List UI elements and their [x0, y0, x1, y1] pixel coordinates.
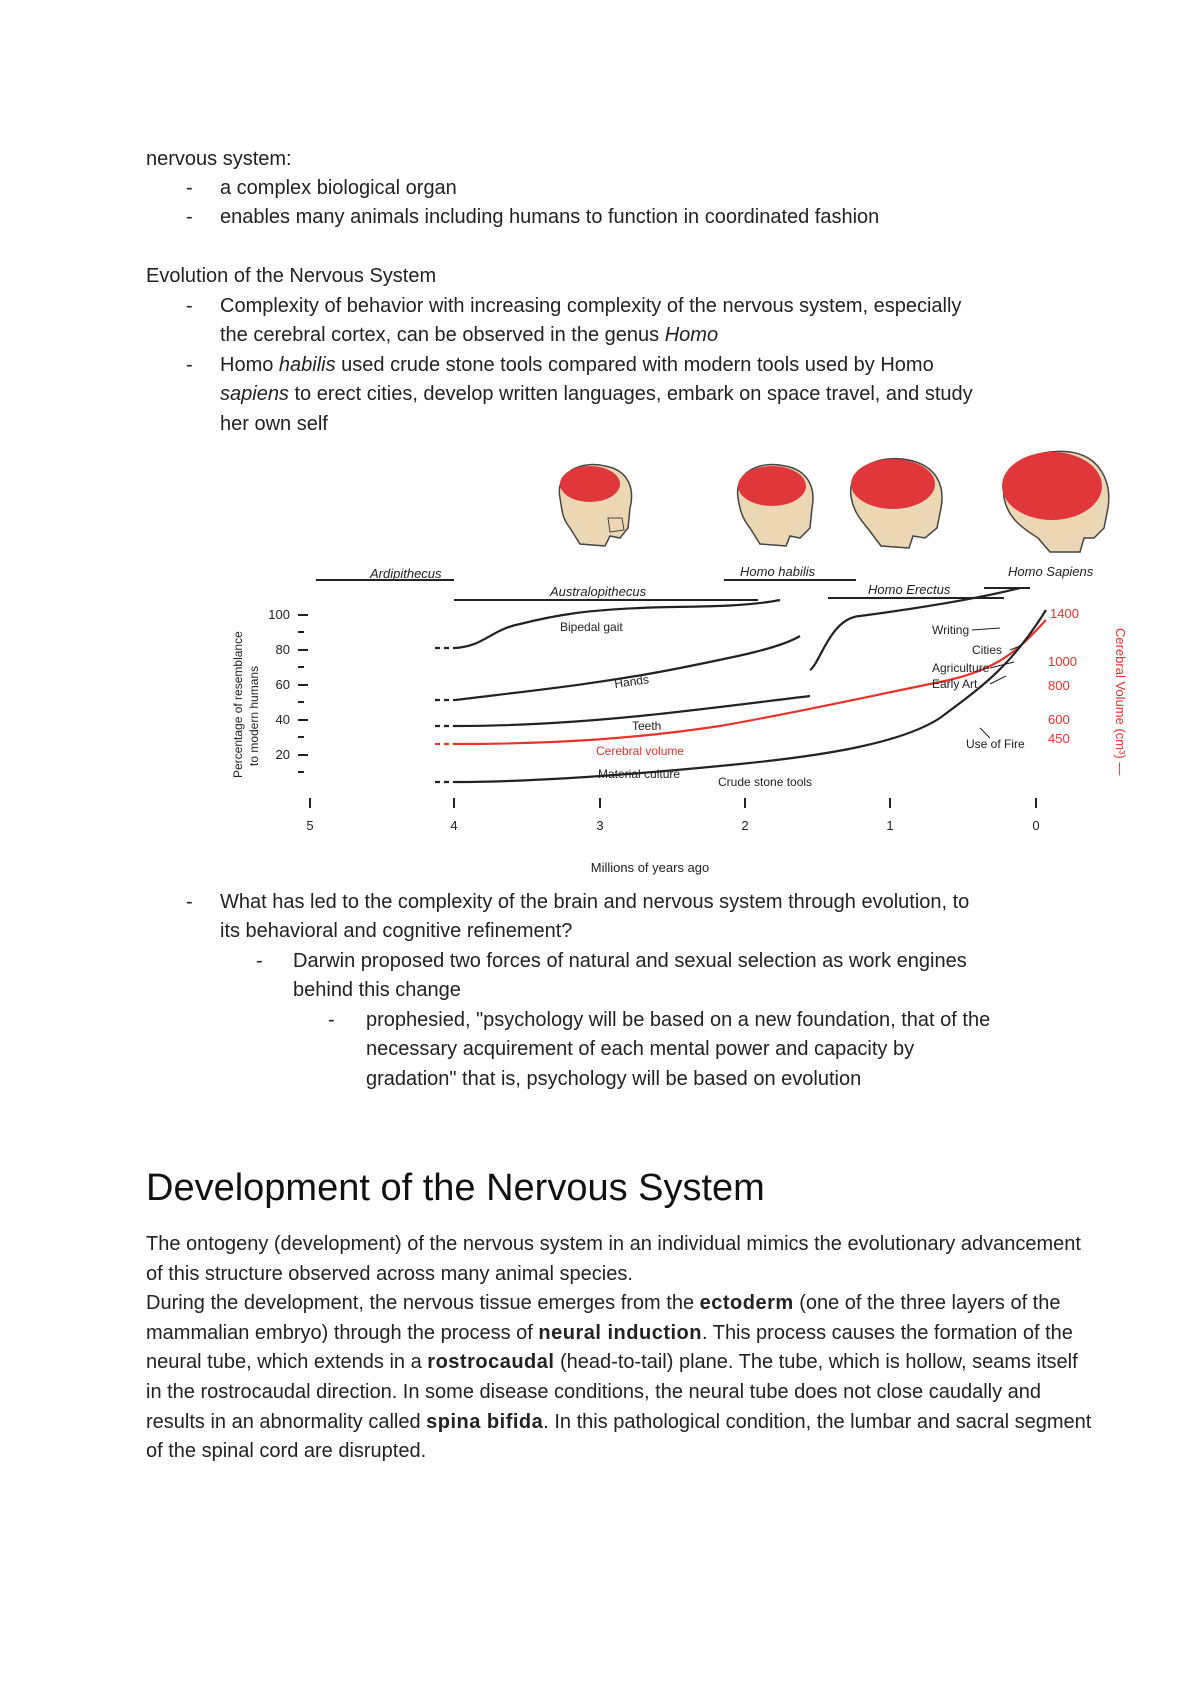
label-crude-stone-tools: Crude stone tools — [718, 775, 813, 789]
y-tick-label: 100 — [268, 607, 290, 622]
x-axis-label: Millions of years ago — [590, 860, 710, 875]
x-tick-label: 2 — [741, 818, 749, 833]
y-axis-label-1: Percentage of resemblance — [231, 631, 245, 778]
y-tick-label: 20 — [275, 747, 290, 762]
species-homo-erectus: Homo Erectus — [868, 582, 951, 597]
sub-bullet-line-1: Darwin proposed two forces of natural and sexual selection as work engines — [293, 950, 967, 972]
skull-australopithecus — [559, 465, 631, 546]
evolution-bullet-2-line-3: her own self — [220, 413, 328, 435]
species-ardipithecus: Ardipithecus — [370, 566, 442, 581]
label-writing: Writing — [932, 623, 970, 637]
right-axis-label: Cerebral Volume (cm³) — — [1113, 628, 1128, 776]
label-use-of-fire: Use of Fire — [966, 737, 1025, 751]
term-rostrocaudal: rostrocaudal — [427, 1351, 555, 1374]
intro-bullet-1: a complex biological organ — [220, 177, 457, 199]
term-neural-induction: neural induction — [538, 1321, 702, 1344]
bullet-dash: - — [186, 891, 193, 913]
right-axis — [1048, 606, 1079, 746]
bullet-dash: - — [328, 1009, 335, 1031]
y-axis-label-2: to modern humans — [247, 665, 261, 766]
subsub-bullet-line-3: gradation" that is, psychology will be based on evolution — [366, 1068, 862, 1090]
intro-heading: nervous system: — [146, 148, 292, 170]
right-tick-label: 450 — [1048, 731, 1070, 746]
x-tick-label: 1 — [886, 818, 894, 833]
label-agriculture: Agriculture — [932, 661, 990, 675]
right-tick-label: 1000 — [1048, 654, 1077, 669]
development-p1: The ontogeny (development) of the nervous system in an individual mimics the evolutionary advancement of this structure observed across many animal species. — [146, 1233, 1081, 1285]
x-axis-ticks — [310, 798, 1036, 808]
label-cities: Cities — [972, 643, 1003, 657]
label-early-art: Early Art — [932, 677, 978, 691]
subsub-bullet-line-1: prophesied, "psychology will be based on a new foundation, that of the — [366, 1009, 991, 1031]
y-tick-label: 40 — [275, 712, 290, 727]
x-axis — [306, 818, 1039, 833]
label-cerebral-volume: Cerebral volume — [596, 744, 685, 758]
skull-homo-habilis — [738, 464, 813, 546]
y-axis — [268, 607, 308, 772]
right-tick-label: 800 — [1048, 678, 1070, 693]
species-homo-habilis: Homo habilis — [740, 564, 816, 579]
label-material-culture: Material culture — [598, 767, 681, 781]
evolution-bullet-3-line-1: What has led to the complexity of the brain and nervous system through evolution, to — [220, 891, 970, 913]
label-bipedal-gait: Bipedal gait — [560, 620, 623, 634]
evolution-bullet-1-line-2: the cerebral cortex, can be observed in the genus Homo — [220, 324, 719, 346]
sub-bullet-line-2: behind this change — [293, 979, 461, 1001]
subsub-bullet-line-2: necessary acquirement of each mental power and capacity by — [366, 1038, 915, 1060]
x-tick-label: 4 — [450, 818, 458, 833]
species-australopithecus: Australopithecus — [550, 584, 647, 599]
curve-hands — [455, 636, 800, 700]
label-hands: Hands — [613, 672, 650, 691]
evolution-bullet-2-line-2: sapiens to erect cities, develop written languages, embark on space travel, and study — [220, 383, 973, 405]
right-tick-label: 600 — [1048, 712, 1070, 727]
y-tick-label: 60 — [275, 677, 290, 692]
skull-homo-erectus — [851, 459, 942, 548]
bullet-dash: - — [186, 354, 193, 376]
bullet-dash: - — [186, 177, 193, 199]
species-homo-sapiens: Homo Sapiens — [1008, 564, 1094, 579]
term-spina-bifida: spina bifida — [426, 1410, 544, 1433]
bullet-dash: - — [256, 950, 263, 972]
development-title: Development of the Nervous System — [146, 1167, 765, 1209]
term-ectoderm: ectoderm — [699, 1292, 794, 1315]
y-tick-label: 80 — [275, 642, 290, 657]
bullet-dash: - — [186, 206, 193, 228]
x-tick-label: 0 — [1032, 818, 1040, 833]
skull-homo-sapiens — [1002, 451, 1109, 552]
evolution-heading: Evolution of the Nervous System — [146, 265, 437, 287]
right-tick-label: 1400 — [1050, 606, 1079, 621]
x-tick-label: 5 — [306, 818, 314, 833]
bullet-dash: - — [186, 295, 193, 317]
evolution-bullet-1-line-1: Complexity of behavior with increasing complexity of the nervous system, especially — [220, 295, 962, 317]
evolution-bullet-2-line-1: Homo habilis used crude stone tools compared with modern tools used by Homo — [220, 354, 934, 376]
intro-bullet-2: enables many animals including humans to function in coordinated fashion — [220, 206, 880, 228]
x-tick-label: 3 — [596, 818, 604, 833]
development-paragraph: The ontogeny (development) of the nervous system in an individual mimics the evolutionary advancement of this structure observed across many animal species. During the development, the nervous tissue emerges from the ectoderm (one of the three layers of the mammalian embryo) through the process of neural induction. This process causes the formation of the neural tube, which extends in a rostrocaudal (head-to-tail) plane. The tube, which is hollow, seams itself in the rostrocaudal direction. In some disease conditions, the neural tube does not close caudally and results in an abnormality called spina bifida. In this pathological condition, the lumbar and sacral segment of the spinal cord are disrupted. — [146, 1233, 1092, 1463]
evolution-bullet-3-line-2: its behavioral and cognitive refinement? — [220, 920, 573, 942]
label-teeth: Teeth — [632, 719, 662, 733]
evolution-figure — [220, 448, 1140, 888]
